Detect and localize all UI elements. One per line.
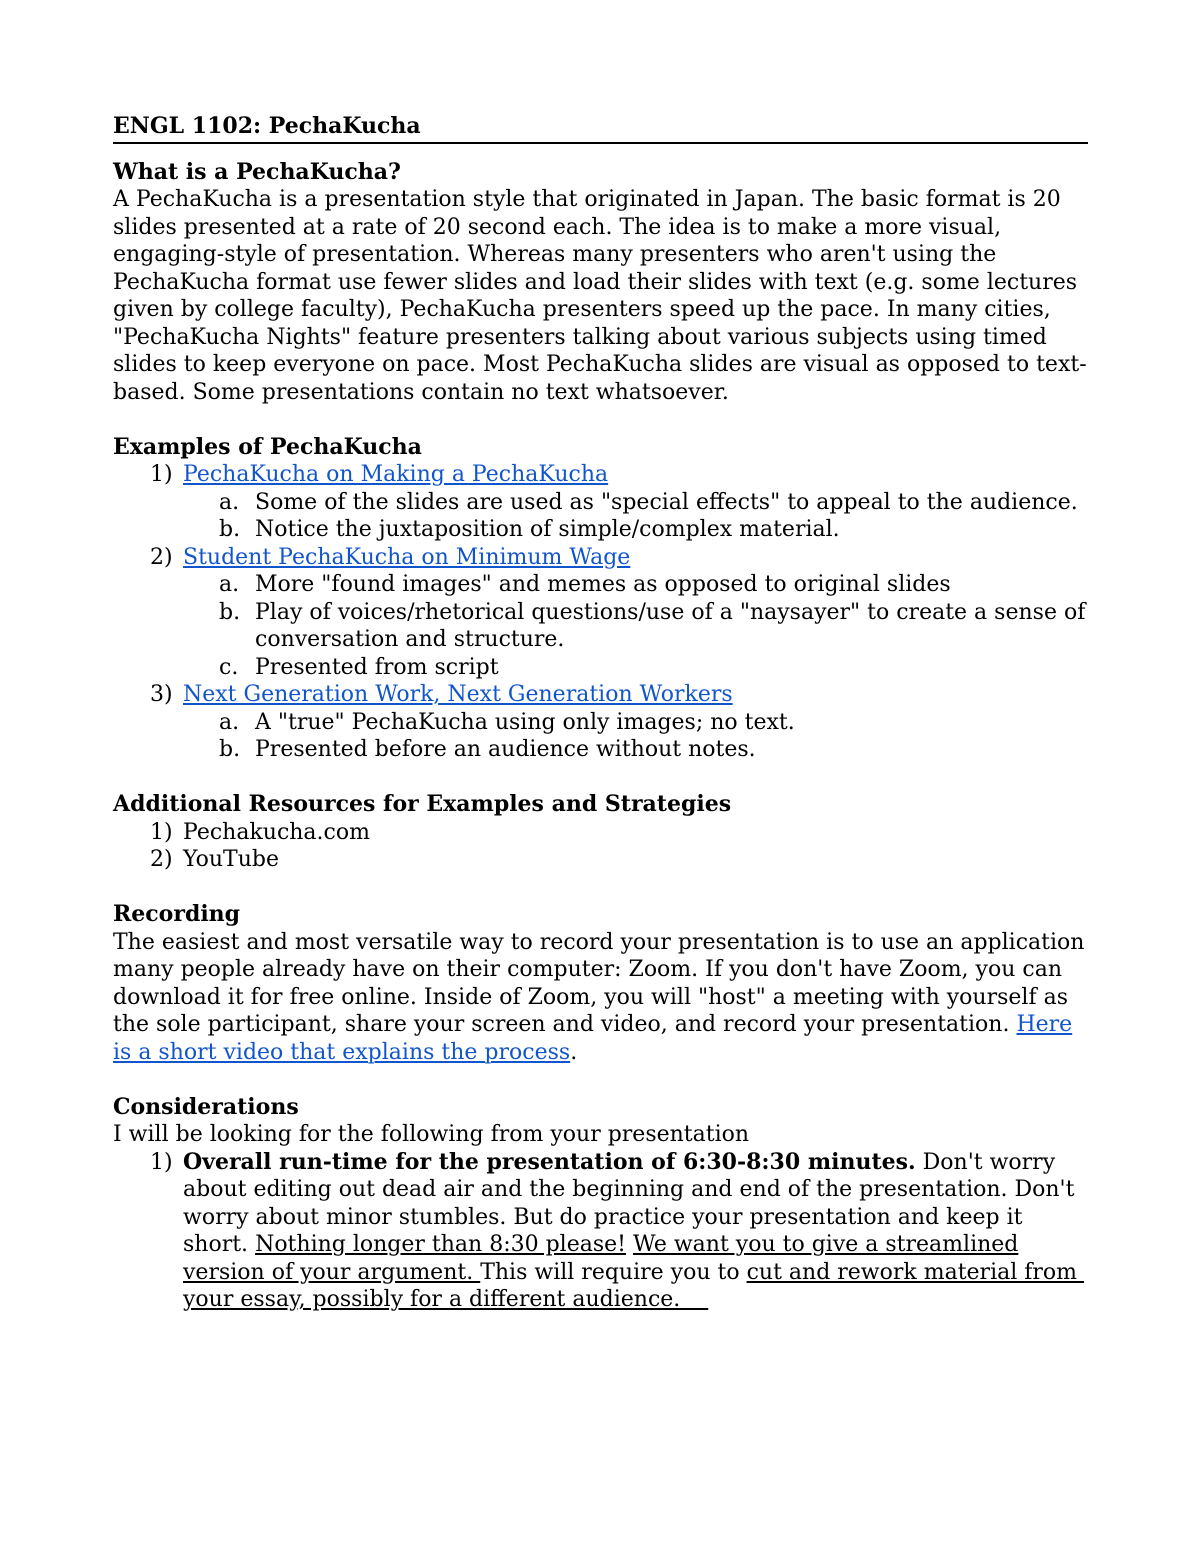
example-item xyxy=(113,681,1088,764)
sub-item xyxy=(183,654,1088,682)
sub-item xyxy=(183,709,1088,737)
sub-letter: b. xyxy=(219,599,241,625)
resource-text: YouTube xyxy=(183,847,279,872)
resources-section xyxy=(113,791,1088,874)
what-section xyxy=(113,159,1088,407)
consideration-text xyxy=(626,1232,633,1257)
sub-text: Notice the juxtaposition of simple/complex material. xyxy=(255,517,840,542)
sub-text: Presented before an audience without notes. xyxy=(255,737,756,762)
sub-item xyxy=(183,599,1088,654)
consideration-text: This will require you to xyxy=(480,1259,747,1285)
sub-text: More "found images" and memes as opposed to original slides xyxy=(255,572,951,597)
resource-item xyxy=(113,846,1088,874)
item-number: 1) xyxy=(150,462,173,487)
runtime-requirement: Overall run-time for the presentation of 6:30-8:30 minutes. xyxy=(183,1148,916,1175)
streamlined-note: We want you to give a streamlined version of your argument. xyxy=(183,1232,1019,1285)
sub-letter: b. xyxy=(219,517,241,542)
considerations-section xyxy=(113,1094,1088,1314)
sub-letter: a. xyxy=(219,489,240,515)
example-link-next-generation[interactable]: Next Generation Work, Next Generation Workers xyxy=(183,682,733,707)
sub-letter: c. xyxy=(219,654,239,680)
sub-list xyxy=(183,709,1088,764)
item-number: 1) xyxy=(150,1149,173,1175)
examples-list xyxy=(113,461,1088,764)
example-item xyxy=(113,544,1088,682)
sub-letter: a. xyxy=(219,572,240,597)
example-link-minimum-wage[interactable]: Student PechaKucha on Minimum Wage xyxy=(183,544,631,570)
sub-item xyxy=(183,571,1088,599)
sub-text: Some of the slides are used as "special effects" to appeal to the audience. xyxy=(255,489,1078,515)
resources-heading: Additional Resources for Examples and Strategies xyxy=(113,791,732,817)
recording-heading: Recording xyxy=(113,901,241,927)
sub-item xyxy=(183,516,1088,544)
example-item xyxy=(113,461,1088,544)
sub-letter: a. xyxy=(219,709,240,735)
resource-item xyxy=(113,819,1088,847)
resource-text: Pechakucha.com xyxy=(183,819,370,845)
item-number: 2) xyxy=(150,544,173,570)
item-number: 2) xyxy=(150,847,173,872)
sub-item xyxy=(183,489,1088,517)
considerations-intro: I will be looking for the following from your presentation xyxy=(113,1122,750,1147)
recording-end: . xyxy=(570,1039,578,1065)
recording-text: The easiest and most versatile way to record your presentation is to use an application many people already have on their computer: Zoom. If you don't have Zoom, you can download it for free online. Inside of Zoom, you will "host" a meeting with yourself as the sole participant, share your screen and video, and record your presentation. xyxy=(113,929,1085,1037)
sub-text: Play of voices/rhetorical questions/use of a "naysayer" to create a sense of conversation and structure. xyxy=(255,599,1086,652)
recording-body xyxy=(113,929,1088,1067)
recording-video-link[interactable]: Here is a short video that explains the process xyxy=(113,1012,1073,1065)
sub-list xyxy=(183,489,1088,544)
consideration-text: Don't worry about editing out dead air and the beginning and end of the presentation. Don't worry about minor stumbles. But do practice your presentation and keep it short. xyxy=(183,1149,1075,1257)
considerations-list xyxy=(113,1149,1088,1314)
what-heading: What is a PechaKucha? xyxy=(113,158,401,185)
what-body: A PechaKucha is a presentation style that originated in Japan. The basic format is 20 slides presented at a rate of 20 second each. The idea is to make a more visual, engaging-style of presentation. Whereas many presenters who aren't using the PechaKucha format use fewer slides and load their slides with text (e.g. some lectures given by college faculty), PechaKucha presenters speed up the pace. In many cities, "PechaKucha Nights" feature presenters talking about various subjects using timed slides to keep everyone on pace. Most PechaKucha slides are visual as opposed to text-based. Some presentations contain no text whatsoever. xyxy=(113,187,1087,405)
example-link-making-pechakucha[interactable]: PechaKucha on Making a PechaKucha xyxy=(183,462,609,487)
rework-note: cut and rework material from your essay, possibly for a different audience. xyxy=(183,1259,1085,1312)
considerations-heading: Considerations xyxy=(113,1093,299,1120)
sub-letter: b. xyxy=(219,737,241,762)
recording-section xyxy=(113,901,1088,1066)
max-length-note: Nothing longer than 8:30 please! xyxy=(255,1232,627,1257)
sub-list xyxy=(183,571,1088,681)
sub-text: Presented from script xyxy=(255,654,499,680)
item-number: 1) xyxy=(150,819,173,845)
page-title: ENGL 1102: PechaKucha xyxy=(113,113,1088,144)
resources-list xyxy=(113,819,1088,874)
sub-item xyxy=(183,736,1088,764)
consideration-item xyxy=(113,1149,1088,1314)
item-number: 3) xyxy=(150,682,173,707)
examples-heading: Examples of PechaKucha xyxy=(113,433,422,460)
examples-section xyxy=(113,434,1088,764)
sub-text: A "true" PechaKucha using only images; no text. xyxy=(255,709,795,735)
